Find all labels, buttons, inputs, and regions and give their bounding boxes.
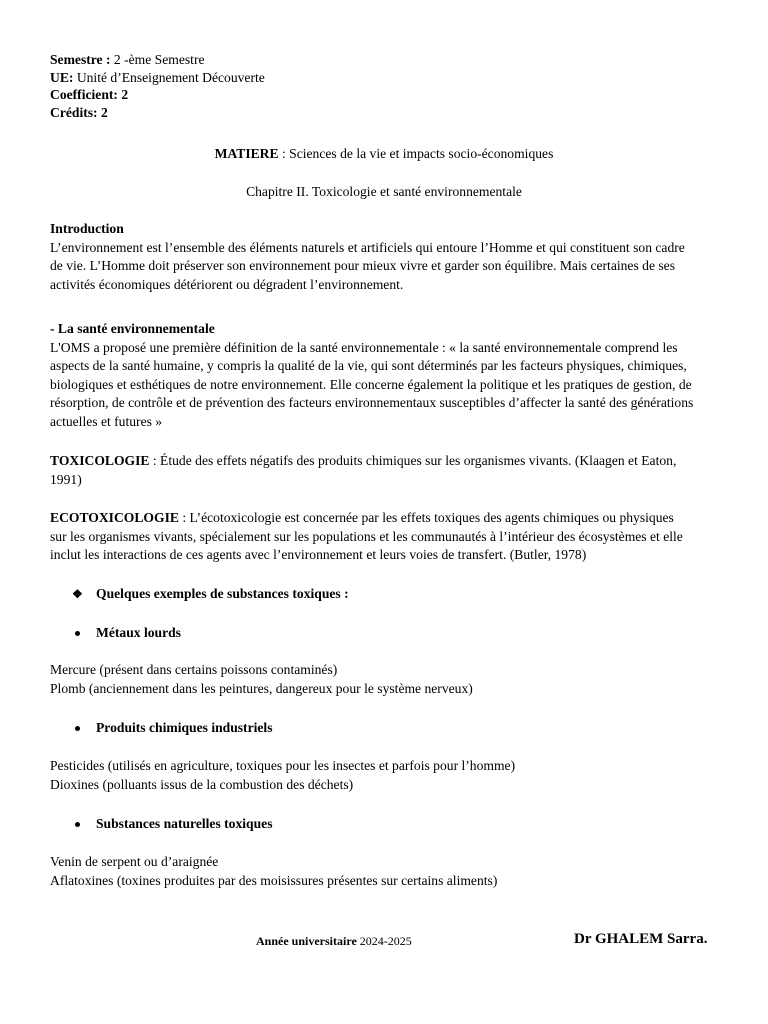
matiere-line [0,145,768,164]
metaux-list [50,661,722,698]
semestre-label: Semestre : [50,52,111,67]
produits-list [50,757,722,794]
academic-year-value: 2024-2025 [356,934,412,948]
produits-title: Produits chimiques industriels [96,720,273,735]
sante-line: actuelles et futures » [50,413,163,429]
introduction-line: L’environnement est l’ensemble des éléments naturels et artificiels qui entoure l’Homme et qui constituent son cadre [50,239,685,255]
toxicologie-label: TOXICOLOGIE [50,453,150,468]
toxicologie-citation: 1991) [50,471,82,487]
ecotoxicologie-label: ECOTOXICOLOGIE [50,510,179,525]
sante-line: L'OMS a proposé une première définition de la santé environnementale : « la santé environnementale comprend les [50,339,678,355]
matiere-value: : Sciences de la vie et impacts socio-économiques [278,146,554,161]
toxicologie-definition: : Étude des effets négatifs des produits chimiques sur les organismes vivants. (Klaagen et Eaton, [149,453,677,468]
naturelles-heading [72,815,273,834]
sante-line: résorption, de contrôle et de prévention des facteurs environnementaux susceptibles d’affecter la santé des générations [50,395,694,410]
academic-year-label: Année universitaire [256,934,357,948]
naturelles-title: Substances naturelles toxiques [96,816,273,831]
ecotoxicologie-section [50,509,722,565]
exemples-heading [72,585,349,604]
semestre-value: 2 -ème Semestre [110,52,205,67]
list-item: Mercure (présent dans certains poissons contaminés) [50,662,338,677]
naturelles-list [50,853,722,890]
chapter-title: Chapitre II. Toxicologie et santé environnementale [246,184,522,199]
author-name: Dr GHALEM Sarra. [574,931,708,947]
sante-title: - La santé environnementale [50,321,215,336]
exemples-title: Quelques exemples de substances toxiques : [96,586,349,601]
ue-label: UE: [50,69,74,85]
introduction-line: de vie. L’Homme doit préserver son environnement pour mieux vivre et garder son équilibre. Mais certaines de ses [50,258,675,273]
academic-year [256,932,412,951]
bullet-dot-icon [75,822,80,827]
metaux-title: Métaux lourds [96,625,181,640]
sante-section [50,320,722,431]
list-item: Aflatoxines (toxines produites par des moisissures présentes sur certains aliments) [50,872,498,888]
sante-line: biologiques et esthétiques de notre environnement. Elle concerne également la politique et les pratiques de gestion, de [50,376,692,392]
list-item: Venin de serpent ou d’araignée [50,854,219,869]
ecotoxicologie-definition: : L’écotoxicologie est concernée par les effets toxiques des agents chimiques ou physiques [178,510,674,525]
sante-line: aspects de la santé humaine, y compris la qualité de la vie, qui sont déterminés par les facteurs physiques, chimiques, [50,358,687,373]
list-item: Pesticides (utilisés en agriculture, toxiques pour les insectes et parfois pour l’homme) [50,758,516,773]
bullet-dot-icon [75,631,80,636]
coefficient: Coefficient: 2 [50,87,129,102]
list-item: Dioxines (polluants issus de la combustion des déchets) [50,776,354,792]
course-header [50,51,722,122]
ue-value: Unité d’Enseignement Découverte [73,69,265,85]
produits-heading [72,719,273,738]
matiere-label: MATIERE [214,146,279,161]
ecotoxicologie-line: inclut les interactions de ces agents avec l’environnement et leurs voies de transfert. (Butler, 1978) [50,547,587,562]
introduction-section [50,220,722,294]
introduction-line: activités économiques détériorent ou dégradent l’environnement. [50,276,404,292]
toxicologie-section [50,452,722,489]
credits: Crédits: 2 [50,104,108,120]
list-item: Plomb (anciennement dans les peintures, dangereux pour le système nerveux) [50,680,473,696]
diamond-bullet-icon: ❖ [72,587,83,601]
bullet-dot-icon [75,726,80,731]
ecotoxicologie-line: sur les organismes vivants, spécialement sur les populations et les communautés à l’intérieur des écosystèmes et elle [50,528,683,544]
metaux-heading [72,624,181,643]
introduction-title: Introduction [50,221,124,236]
